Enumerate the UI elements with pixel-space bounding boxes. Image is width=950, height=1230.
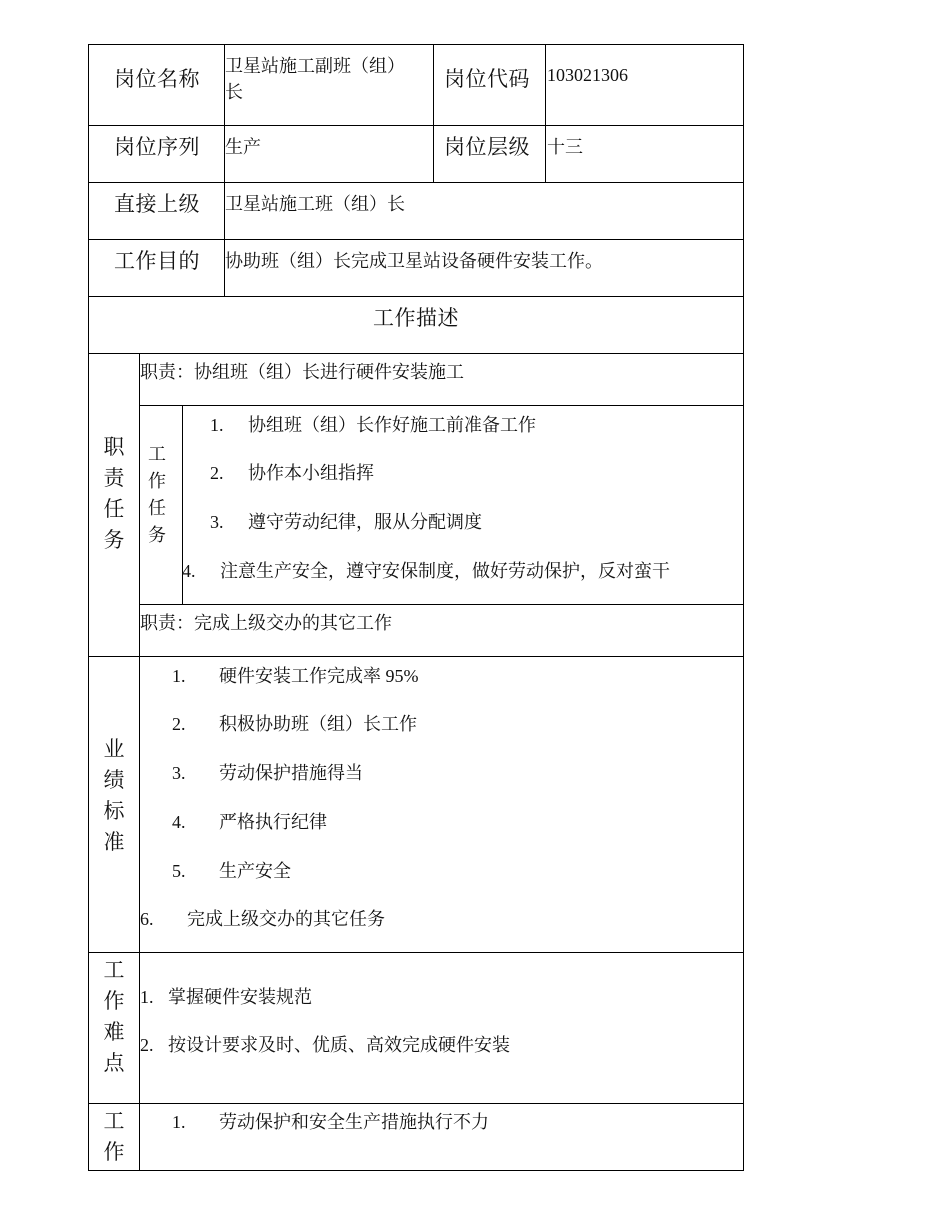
list-item bbox=[210, 411, 536, 437]
level-label: 岗位层级 bbox=[444, 135, 530, 159]
item-number: 5. bbox=[172, 861, 186, 881]
description-title: 工作描述 bbox=[373, 306, 459, 330]
purpose-value: 协助班（组）长完成卫星站设备硬件安装工作。 bbox=[225, 251, 603, 271]
col-divider bbox=[433, 44, 434, 183]
item-text: 注意生产安全，遵守安保制度，做好劳动保护，反对蛮干 bbox=[220, 561, 670, 581]
position-name-line1: 卫星站施工副班（组） bbox=[225, 56, 405, 76]
list-item bbox=[172, 808, 327, 834]
row-divider bbox=[88, 353, 744, 354]
sequence-label: 岗位序列 bbox=[114, 135, 200, 159]
level-value: 十三 bbox=[547, 137, 583, 157]
item-number: 2. bbox=[210, 463, 224, 483]
item-text: 遵守劳动纪律，服从分配调度 bbox=[248, 512, 482, 532]
item-text: 完成上级交办的其它任务 bbox=[187, 909, 385, 929]
position-code-label: 岗位代码 bbox=[444, 67, 530, 91]
duties-side-label: 职 责 任 务 bbox=[103, 435, 125, 552]
list-item bbox=[172, 662, 419, 688]
item-number: 6. bbox=[140, 909, 154, 929]
list-item bbox=[172, 710, 417, 736]
row-divider bbox=[139, 405, 744, 406]
item-text: 硬件安装工作完成率 95% bbox=[219, 666, 419, 686]
position-name-label: 岗位名称 bbox=[114, 67, 200, 91]
row-divider bbox=[139, 604, 744, 605]
risk-side-label: 工 作 bbox=[103, 1109, 125, 1164]
task-side-label: 工 作 任 务 bbox=[148, 444, 166, 545]
list-item bbox=[172, 759, 363, 785]
position-name-line2: 长 bbox=[225, 82, 243, 102]
sequence-value: 生产 bbox=[225, 137, 261, 157]
position-code-value: 103021306 bbox=[547, 65, 628, 85]
row-divider bbox=[88, 182, 744, 183]
performance-side-label: 业 绩 标 准 bbox=[103, 737, 125, 854]
item-number: 4. bbox=[182, 561, 196, 581]
item-text: 掌握硬件安装规范 bbox=[168, 987, 312, 1007]
item-text: 劳动保护措施得当 bbox=[219, 763, 363, 783]
item-number: 1. bbox=[172, 1112, 186, 1132]
item-text: 劳动保护和安全生产措施执行不力 bbox=[219, 1112, 489, 1132]
item-number: 2. bbox=[172, 714, 186, 734]
list-item bbox=[172, 1108, 489, 1134]
row-divider bbox=[88, 296, 744, 297]
item-number: 1. bbox=[140, 987, 154, 1007]
row-divider bbox=[88, 656, 744, 657]
item-text: 严格执行纪律 bbox=[219, 812, 327, 832]
item-text: 按设计要求及时、优质、高效完成硬件安装 bbox=[168, 1035, 510, 1055]
row-divider bbox=[88, 952, 744, 953]
list-item bbox=[210, 508, 482, 534]
col-divider bbox=[545, 44, 546, 183]
item-number: 1. bbox=[210, 415, 224, 435]
item-text: 积极协助班（组）长工作 bbox=[219, 714, 417, 734]
row-divider bbox=[88, 125, 744, 126]
superior-value: 卫星站施工班（组）长 bbox=[225, 194, 405, 214]
item-number: 2. bbox=[140, 1035, 154, 1055]
purpose-label: 工作目的 bbox=[114, 249, 200, 273]
duty-2: 职责：完成上级交办的其它工作 bbox=[140, 613, 392, 633]
duty-1: 职责：协组班（组）长进行硬件安装施工 bbox=[140, 362, 464, 382]
item-number: 3. bbox=[172, 763, 186, 783]
superior-label: 直接上级 bbox=[114, 192, 200, 216]
item-number: 3. bbox=[210, 512, 224, 532]
list-item bbox=[182, 557, 670, 583]
list-item bbox=[140, 1031, 510, 1057]
item-text: 协作本小组指挥 bbox=[248, 463, 374, 483]
list-item bbox=[140, 905, 385, 931]
list-item bbox=[140, 983, 312, 1009]
item-text: 协组班（组）长作好施工前准备工作 bbox=[248, 415, 536, 435]
row-divider bbox=[88, 1103, 744, 1104]
list-item bbox=[172, 857, 291, 883]
row-divider bbox=[88, 239, 744, 240]
difficulty-side-label: 工 作 难 点 bbox=[103, 958, 125, 1075]
item-text: 生产安全 bbox=[219, 861, 291, 881]
item-number: 4. bbox=[172, 812, 186, 832]
item-number: 1. bbox=[172, 666, 186, 686]
list-item bbox=[210, 459, 374, 485]
